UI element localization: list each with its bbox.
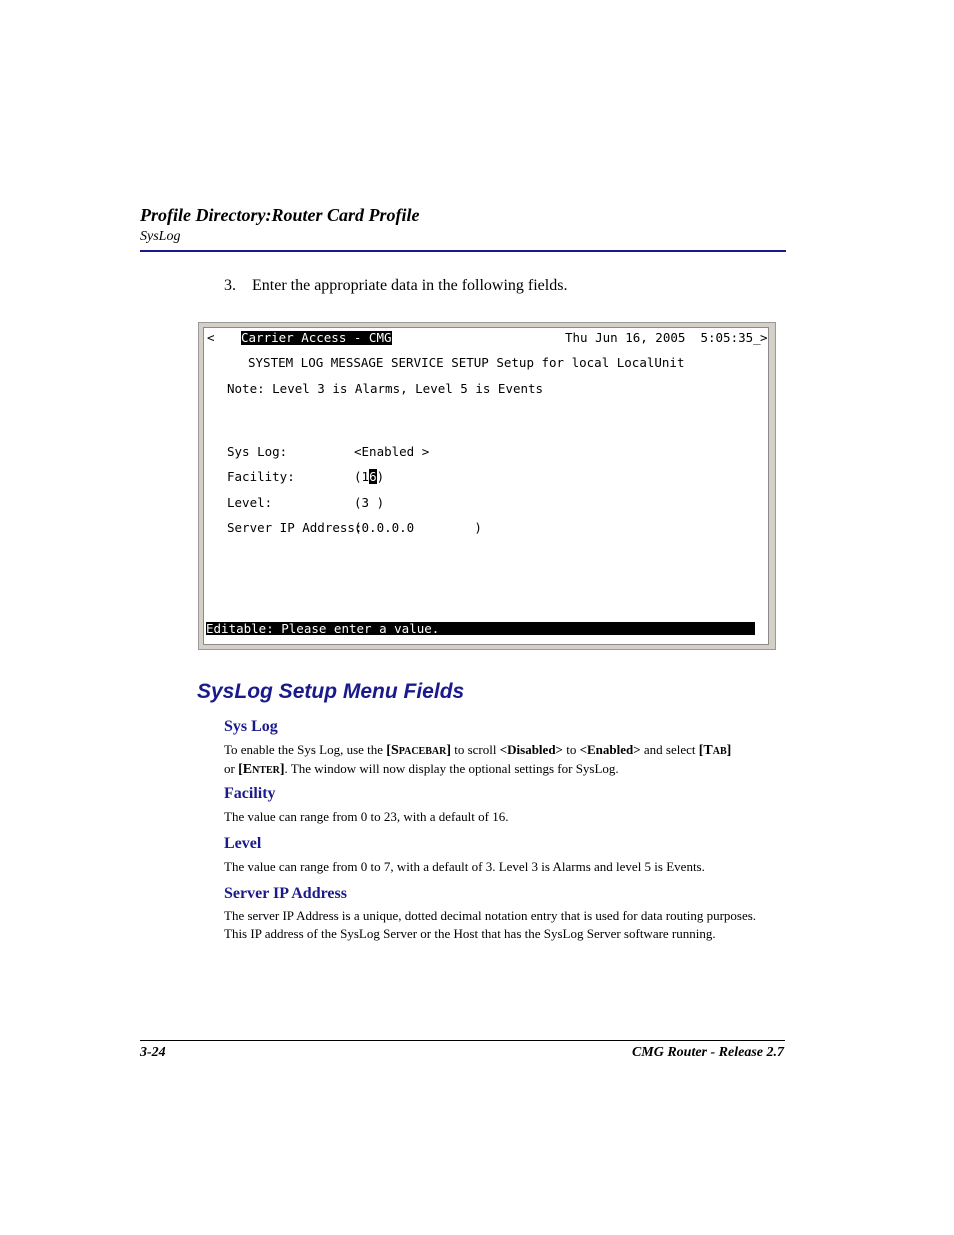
- step-instruction: [224, 277, 567, 295]
- terminal-right-arrow: >: [760, 330, 768, 345]
- server-ip-line-1: The server IP Address is a unique, dotted decimal notation entry that is used for data routing purposes.: [224, 908, 757, 923]
- terminal-datetime: Thu Jun 16, 2005 5:05:35_: [565, 330, 761, 345]
- terminal-screen: [203, 327, 769, 645]
- subheading-facility: Facility: [224, 785, 276, 802]
- syslog-paragraph: [224, 741, 789, 779]
- level-field[interactable]: (3 ): [354, 495, 385, 510]
- text-run: to: [562, 742, 580, 757]
- header-rule: [140, 250, 786, 252]
- terminal-title: SYSTEM LOG MESSAGE SERVICE SETUP Setup for local LocalUnit: [248, 355, 685, 370]
- step-number: 3.: [224, 277, 236, 294]
- text-run: to scroll: [450, 742, 500, 757]
- subheading-server-ip: Server IP Address: [224, 885, 347, 902]
- running-header-subtitle: SysLog: [140, 229, 181, 244]
- subheading-level: Level: [224, 835, 262, 852]
- key-enter: [Enter]: [238, 762, 285, 777]
- server-ip-field[interactable]: (0.0.0.0 ): [354, 520, 482, 535]
- text-run: and select: [640, 742, 699, 757]
- level-paragraph: The value can range from 0 to 7, with a default of 3. Level 3 is Alarms and level 5 is Events.: [224, 859, 705, 874]
- facility-value-suffix: ): [376, 469, 385, 484]
- facility-label: Facility:: [227, 469, 295, 484]
- step-text: Enter the appropriate data in the following fields.: [252, 277, 568, 294]
- server-ip-paragraph: [224, 907, 794, 943]
- text-run: To enable the Sys Log, use the: [224, 742, 387, 757]
- terminal-status-bar: Editable: Please enter a value.: [206, 622, 755, 635]
- text-cursor: 6: [369, 469, 377, 484]
- text-run: . The window will now display the optional settings for SysLog.: [284, 761, 619, 776]
- section-title: SysLog Setup Menu Fields: [197, 680, 465, 703]
- facility-field[interactable]: [354, 470, 384, 484]
- terminal-left-arrow: <: [207, 330, 215, 345]
- key-tab: [Tab]: [698, 743, 732, 758]
- syslog-value[interactable]: <Enabled >: [354, 444, 430, 459]
- page-number: 3-24: [140, 1045, 166, 1060]
- text-run: or: [224, 761, 239, 776]
- syslog-label: Sys Log:: [227, 444, 288, 459]
- document-title: CMG Router - Release 2.7: [631, 1045, 784, 1060]
- facility-value-prefix: (1: [354, 469, 370, 484]
- running-header-title: Profile Directory:Router Card Profile: [140, 205, 420, 225]
- level-label: Level:: [227, 495, 273, 510]
- footer-rule: [140, 1040, 785, 1041]
- key-spacebar: [Spacebar]: [386, 743, 451, 758]
- server-ip-label: Server IP Address:: [227, 520, 363, 535]
- terminal-brand: Carrier Access - CMG: [241, 330, 392, 345]
- subheading-sys-log: Sys Log: [224, 718, 278, 735]
- facility-paragraph: The value can range from 0 to 23, with a default of 16.: [224, 809, 509, 824]
- option-disabled: <Disabled>: [499, 742, 563, 757]
- server-ip-line-2: This IP address of the SysLog Server or the Host that has the SysLog Server software running.: [224, 926, 716, 941]
- option-enabled: <Enabled>: [579, 742, 641, 757]
- terminal-note: Note: Level 3 is Alarms, Level 5 is Events: [227, 381, 544, 396]
